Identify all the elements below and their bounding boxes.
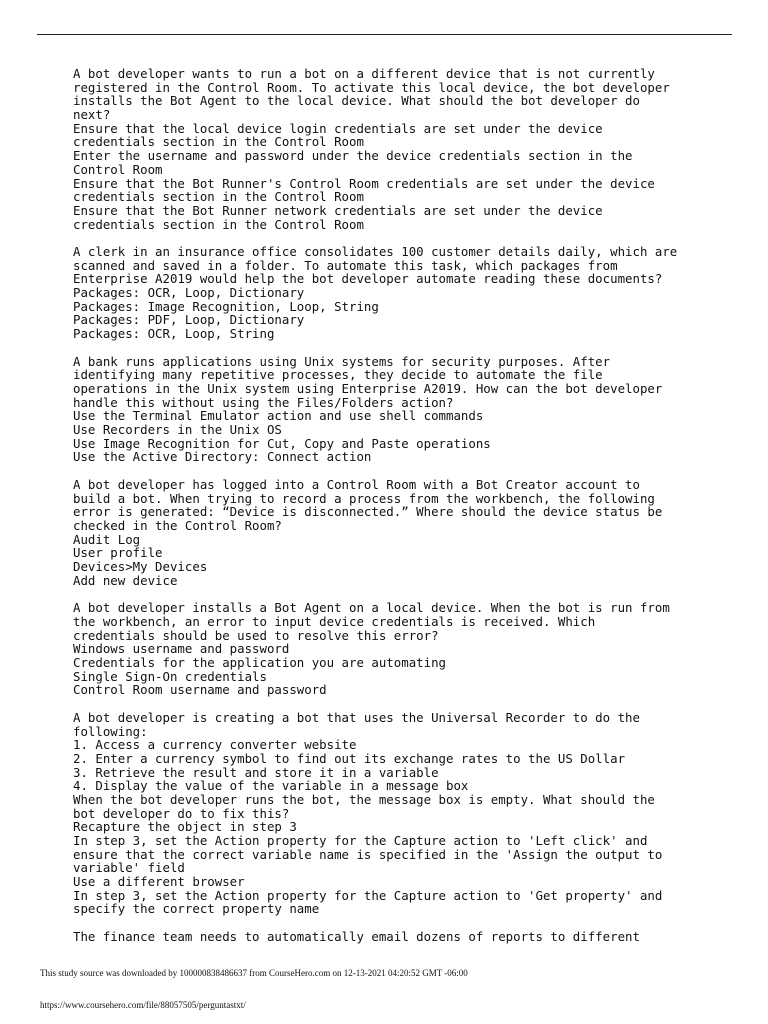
text-line: build a bot. When trying to record a process from the workbench, the following	[73, 490, 655, 506]
text-line: Single Sign-On credentials	[73, 668, 267, 684]
question-block	[73, 245, 733, 341]
text-line: In step 3, set the Action property for the Capture action to 'Get property' and	[73, 887, 663, 903]
text-line: Enterprise A2019 would help the bot developer automate reading these documents?	[73, 271, 663, 287]
text-line: Use Image Recognition for Cut, Copy and Paste operations	[73, 435, 491, 451]
text-line: credentials section in the Control Room	[73, 189, 364, 205]
text-line: handle this without using the Files/Folders action?	[73, 394, 454, 410]
text-line: variable' field	[73, 860, 185, 876]
text-line: 1. Access a currency converter website	[73, 737, 357, 753]
text-line: the workbench, an error to input device credentials is received. Which	[73, 613, 596, 629]
text-line: ensure that the correct variable name is specified in the 'Assign the output to	[73, 846, 663, 862]
source-url: https://www.coursehero.com/file/88057505/perguntastxt/	[40, 1000, 246, 1010]
text-line: Packages: OCR, Loop, String	[73, 326, 275, 342]
question-text-line: A bank runs applications using Unix systems for security purposes. After	[73, 353, 611, 369]
text-line: checked in the Control Room?	[73, 518, 282, 534]
document-body	[73, 67, 733, 944]
top-divider	[37, 34, 732, 35]
question-text-line: A bot developer has logged into a Control Room with a Bot Creator account to	[73, 476, 640, 492]
text-line: installs the Bot Agent to the local device. What should the bot developer do	[73, 93, 640, 109]
text-line: Packages: PDF, Loop, Dictionary	[73, 312, 305, 328]
question-block	[73, 601, 733, 697]
text-line: identifying many repetitive processes, they decide to automate the file	[73, 367, 603, 383]
text-line: next?	[73, 107, 111, 123]
text-line: credentials should be used to resolve this error?	[73, 627, 439, 643]
text-line: 3. Retrieve the result and store it in a variable	[73, 764, 439, 780]
text-line: registered in the Control Room. To activate this local device, the bot developer	[73, 79, 670, 95]
text-line: Control Room username and password	[73, 682, 327, 698]
question-text-line: A bot developer installs a Bot Agent on a local device. When the bot is run from	[73, 600, 670, 616]
text-line: In step 3, set the Action property for the Capture action to 'Left click' and	[73, 833, 648, 849]
text-line: User profile	[73, 545, 163, 561]
text-line: Use the Terminal Emulator action and use shell commands	[73, 408, 484, 424]
text-line: following:	[73, 723, 148, 739]
text-line: Add new device	[73, 572, 178, 588]
question-block	[73, 478, 733, 588]
text-line: Credentials for the application you are automating	[73, 655, 446, 670]
download-note: This study source was downloaded by 100000838486637 from CourseHero.com on 12-13-2021 04:20:52 GMT -06:00	[40, 968, 468, 978]
question-separator	[73, 587, 733, 601]
question-separator	[73, 341, 733, 355]
question-separator	[73, 916, 733, 930]
question-separator	[73, 697, 733, 711]
text-line: Packages: Image Recognition, Loop, String	[73, 298, 379, 314]
text-line: Use the Active Directory: Connect action	[73, 449, 372, 465]
text-line: scanned and saved in a folder. To automate this task, which packages from	[73, 257, 618, 273]
text-line: Ensure that the Bot Runner's Control Room credentials are set under the device	[73, 175, 655, 191]
text-line: Recapture the object in step 3	[73, 819, 297, 835]
text-line: When the bot developer runs the bot, the message box is empty. What should the	[73, 791, 655, 807]
question-text-line: A bot developer is creating a bot that uses the Universal Recorder to do the	[73, 709, 640, 725]
text-line: Windows username and password	[73, 641, 290, 657]
question-block	[73, 711, 733, 916]
text-line: Enter the username and password under the device credentials section in the	[73, 148, 633, 164]
text-line: 4. Display the value of the variable in a message box	[73, 778, 469, 794]
question-block	[73, 67, 733, 231]
text-line: credentials section in the Control Room	[73, 134, 364, 150]
question-text-line: A bot developer wants to run a bot on a different device that is not currently	[73, 66, 655, 81]
text-line: Ensure that the local device login credentials are set under the device	[73, 120, 603, 136]
question-separator	[73, 464, 733, 478]
question-block	[73, 355, 733, 465]
question-block	[73, 930, 733, 944]
question-separator	[73, 231, 733, 245]
question-text-line: The finance team needs to automatically email dozens of reports to different	[73, 928, 640, 944]
text-line: Use a different browser	[73, 874, 245, 890]
text-line: Control Room	[73, 161, 163, 177]
text-line: Packages: OCR, Loop, Dictionary	[73, 285, 305, 301]
text-line: specify the correct property name	[73, 901, 320, 917]
text-line: operations in the Unix system using Enterprise A2019. How can the bot developer	[73, 381, 663, 397]
text-line: Ensure that the Bot Runner network credentials are set under the device	[73, 202, 603, 218]
text-line: bot developer do to fix this?	[73, 805, 290, 821]
text-line: Use Recorders in the Unix OS	[73, 422, 282, 438]
question-text-line: A clerk in an insurance office consolidates 100 customer details daily, which are	[73, 244, 678, 260]
text-line: Audit Log	[73, 531, 141, 547]
text-line: Devices>My Devices	[73, 559, 208, 575]
text-line: credentials section in the Control Room	[73, 216, 364, 232]
text-line: 2. Enter a currency symbol to find out its exchange rates to the US Dollar	[73, 750, 626, 766]
text-line: error is generated: “Device is disconnected.” Where should the device status be	[73, 504, 663, 520]
